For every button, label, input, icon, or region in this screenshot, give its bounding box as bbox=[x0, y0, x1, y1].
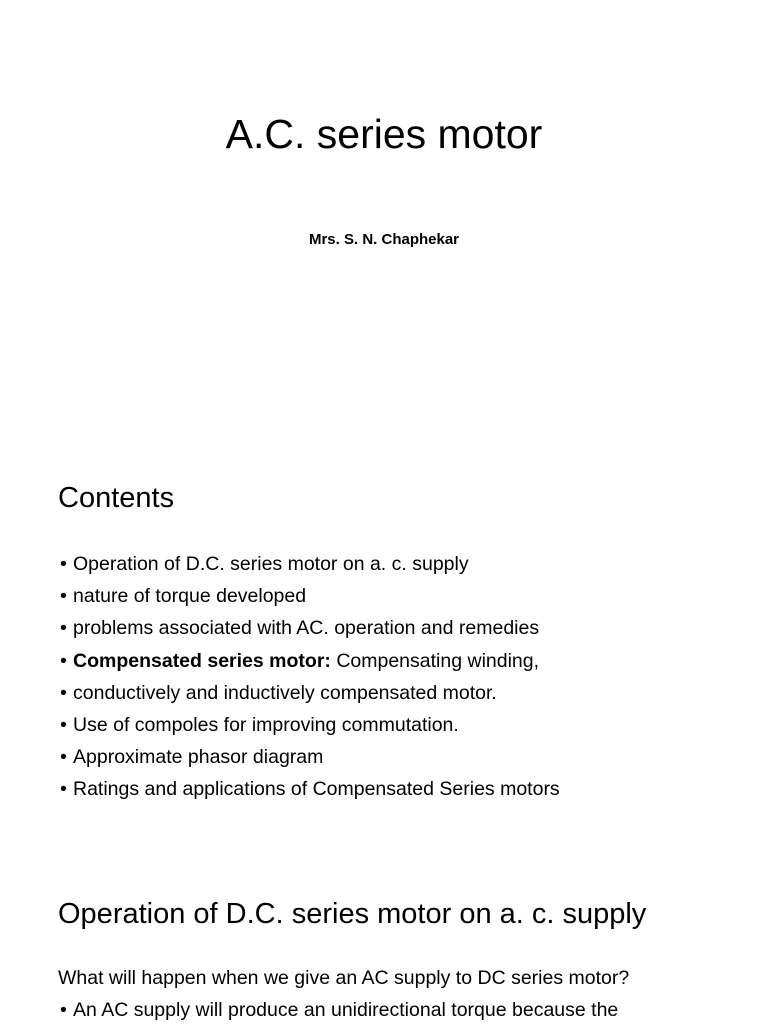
contents-list bbox=[60, 548, 560, 806]
list-item-text: nature of torque developed bbox=[73, 585, 307, 608]
list-item-text: Ratings and applications of Compensated Series motors bbox=[73, 778, 560, 801]
bullet-icon: • bbox=[60, 778, 67, 801]
bullet-icon: • bbox=[60, 585, 67, 608]
slide-operation bbox=[0, 864, 768, 1024]
contents-heading: Contents bbox=[58, 482, 175, 514]
list-item bbox=[60, 677, 560, 709]
list-item-bold-text: Compensated series motor: bbox=[73, 649, 331, 672]
operation-heading: Operation of D.C. series motor on a. c. supply bbox=[58, 898, 647, 930]
bullet-icon: • bbox=[60, 681, 67, 704]
list-item bbox=[60, 709, 560, 741]
bullet-icon: • bbox=[60, 746, 67, 769]
bullet-icon: • bbox=[60, 553, 67, 575]
list-item-text: Operation of D.C. series motor on a. c. supply bbox=[73, 553, 469, 575]
presentation-title: A.C. series motor bbox=[225, 111, 543, 157]
bullet-icon: • bbox=[60, 649, 67, 672]
bullet-icon: • bbox=[60, 999, 67, 1021]
list-item bbox=[60, 580, 560, 612]
list-item-text: Use of compoles for improving commutation. bbox=[73, 714, 459, 737]
list-item-text: Compensating winding, bbox=[330, 649, 540, 672]
question-text: What will happen when we give an AC supply to DC series motor? bbox=[58, 967, 630, 989]
list-item bbox=[60, 741, 560, 773]
slide-title bbox=[0, 0, 768, 432]
list-item-text: problems associated with AC. operation and remedies bbox=[73, 617, 540, 640]
bullet-icon: • bbox=[60, 617, 67, 640]
slide-contents bbox=[0, 432, 768, 864]
list-item bbox=[60, 773, 560, 805]
list-item-text: An AC supply will produce an unidirectional torque because the bbox=[73, 999, 619, 1021]
list-item bbox=[60, 996, 618, 1024]
list-item bbox=[60, 645, 560, 677]
list-item-text: conductively and inductively compensated motor. bbox=[73, 681, 497, 704]
bullet-icon: • bbox=[60, 714, 67, 737]
list-item bbox=[60, 612, 560, 644]
list-item bbox=[60, 548, 560, 580]
list-item-text: Approximate phasor diagram bbox=[73, 746, 324, 769]
author-name: Mrs. S. N. Chaphekar bbox=[308, 231, 460, 248]
